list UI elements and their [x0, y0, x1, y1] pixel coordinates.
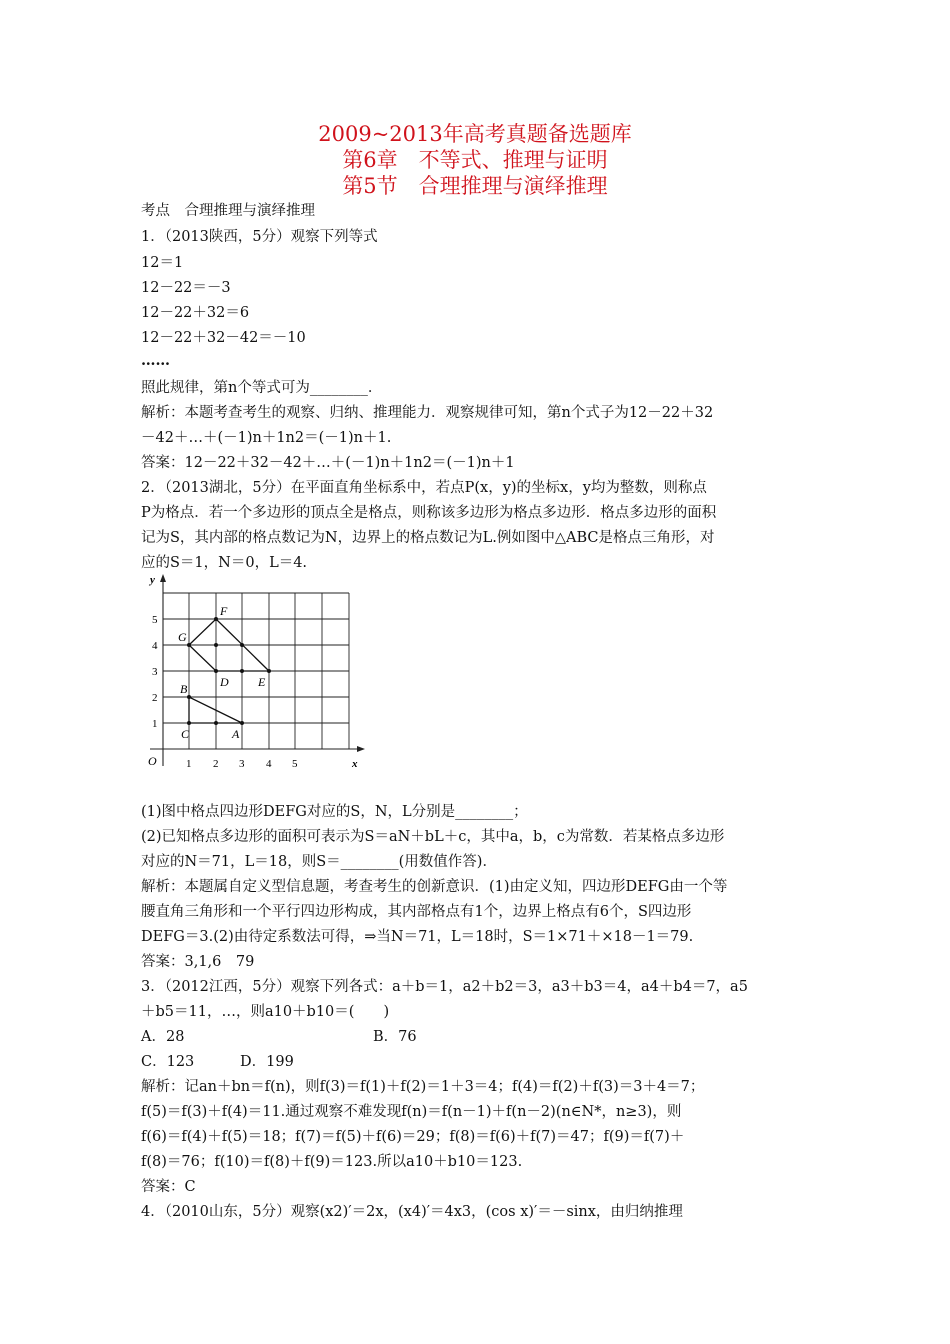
point-label-G: G	[178, 630, 187, 644]
point-label-C: C	[181, 727, 190, 741]
y-tick-label: 4	[152, 640, 158, 652]
doc-title-line-2: 第6章 不等式、推理与证明	[342, 148, 608, 172]
q2-part-2b: 对应的N＝71，L＝18，则S＝________(用数值作答)．	[141, 854, 497, 870]
lattice-figure	[140, 571, 365, 771]
y-tick-label: 1	[152, 718, 158, 730]
q1-eq3: 12－22＋32＝6	[141, 305, 250, 321]
point-label-F: F	[220, 604, 228, 618]
q1-eq2: 12－22＝－3	[141, 280, 231, 296]
q1-ask: 照此规律，第n个等式可为________．	[141, 380, 383, 396]
y-axis-arrow	[160, 574, 166, 582]
q3-analysis-1: 解析：记an＋bn＝f(n)，则f(3)＝f(1)＋f(2)＝1＋3＝4；f(4)＝f(2)＋f(3)＝3＋4＝7；	[141, 1079, 705, 1095]
x-tick-label: 2	[213, 758, 219, 770]
q1-answer: 答案：12－22＋32－42＋…＋(－1)n＋1n2＝(－1)n＋1	[141, 455, 515, 471]
triangle-ABC	[189, 697, 242, 723]
x-tick-label: 1	[186, 758, 192, 770]
x-axis-label: x	[352, 758, 358, 770]
q2-analysis-3: DEFG＝3.(2)由待定系数法可得，⇒当N＝71，L＝18时，S＝1×71＋×18－1＝79.	[141, 929, 694, 945]
point-label-B: B	[180, 682, 188, 696]
q2-stem-2: P为格点．若一个多边形的顶点全是格点，则称该多边形为格点多边形．格点多边形的面积	[141, 505, 717, 521]
q3-analysis-4: f(8)＝76；f(10)＝f(8)＋f(9)＝123.所以a10＋b10＝123.	[141, 1154, 523, 1170]
y-tick-label: 3	[152, 666, 158, 678]
q2-part-2a: (2)已知格点多边形的面积可表示为S＝aN＋bL＋c，其中a，b，c为常数．若某格点多边形	[141, 829, 725, 845]
q3-option-d: D．199	[240, 1054, 294, 1070]
q3-stem-1: 3．（2012江西，5分）观察下列各式：a＋b＝1，a2＋b2＝3，a3＋b3＝4，a4＋b4＝7，a5	[141, 979, 748, 995]
q3-option-b: B．76	[373, 1029, 417, 1045]
q2-stem-3: 记为S，其内部的格点数记为N，边界上的格点数记为L.例如图中△ABC是格点三角形，对	[141, 530, 715, 546]
point-label-A: A	[232, 727, 240, 741]
q2-stem-4: 应的S＝1，N＝0，L＝4.	[141, 555, 308, 571]
q2-part-1: (1)图中格点四边形DEFG对应的S，N，L分别是________；	[141, 804, 528, 820]
q3-option-a: A．28	[141, 1029, 185, 1045]
q4-stem-1: 4．（2010山东，5分）观察(x2)′＝2x，(x4)′＝4x3，(cos x)′＝－sinx，由归纳推理	[141, 1204, 683, 1220]
doc-title-line-1: 2009~2013年高考真题备选题库	[318, 122, 632, 146]
q2-stem-1: 2．（2013湖北，5分）在平面直角坐标系中，若点P(x，y)的坐标x，y均为整数，则称点	[141, 480, 707, 496]
x-axis-arrow	[357, 746, 365, 752]
y-tick-label: 5	[152, 614, 158, 626]
x-tick-label: 3	[239, 758, 245, 770]
q1-analysis-1: 解析：本题考查考生的观察、归纳、推理能力．观察规律可知，第n个式子为12－22＋32	[141, 405, 714, 421]
q2-analysis-2: 腰直角三角形和一个平行四边形构成，其内部格点有1个，边界上格点有6个，S四边形	[141, 904, 692, 920]
q3-analysis-2: f(5)＝f(3)＋f(4)＝11.通过观察不难发现f(n)＝f(n－1)＋f(n－2)(n∈N*，n≥3)，则	[141, 1104, 682, 1120]
q1-analysis-2: －42＋…＋(－1)n＋1n2＝(－1)n＋1.	[141, 430, 392, 446]
point-label-E: E	[258, 675, 266, 689]
q3-analysis-3: f(6)＝f(4)＋f(5)＝18；f(7)＝f(5)＋f(6)＝29；f(8)＝f(6)＋f(7)＝47；f(9)＝f(7)＋	[141, 1129, 685, 1145]
x-tick-label: 4	[266, 758, 272, 770]
section-heading: 考点 合理推理与演绎推理	[141, 203, 315, 219]
q2-analysis-1: 解析：本题属自定义型信息题，考查考生的创新意识．(1)由定义知，四边形DEFG由一个等	[141, 879, 728, 895]
q1-eq1: 12＝1	[141, 255, 184, 271]
q1-eq4: 12－22＋32－42＝－10	[141, 330, 306, 346]
q1-stem: 1．（2013陕西，5分）观察下列等式	[141, 229, 378, 245]
q3-answer: 答案：C	[141, 1179, 196, 1195]
q3-stem-2: ＋b5＝11，…，则a10＋b10＝( )	[141, 1004, 390, 1020]
x-tick-label: 5	[292, 758, 298, 770]
q3-option-c: C．123	[141, 1054, 195, 1070]
y-axis-label: y	[150, 574, 155, 586]
q2-answer: 答案：3,1,6 79	[141, 954, 255, 970]
doc-title-line-3: 第5节 合理推理与演绎推理	[342, 174, 608, 198]
y-tick-label: 2	[152, 692, 158, 704]
q1-dots: ……	[141, 352, 170, 369]
point-label-D: D	[220, 675, 229, 689]
origin-label: O	[148, 754, 157, 768]
